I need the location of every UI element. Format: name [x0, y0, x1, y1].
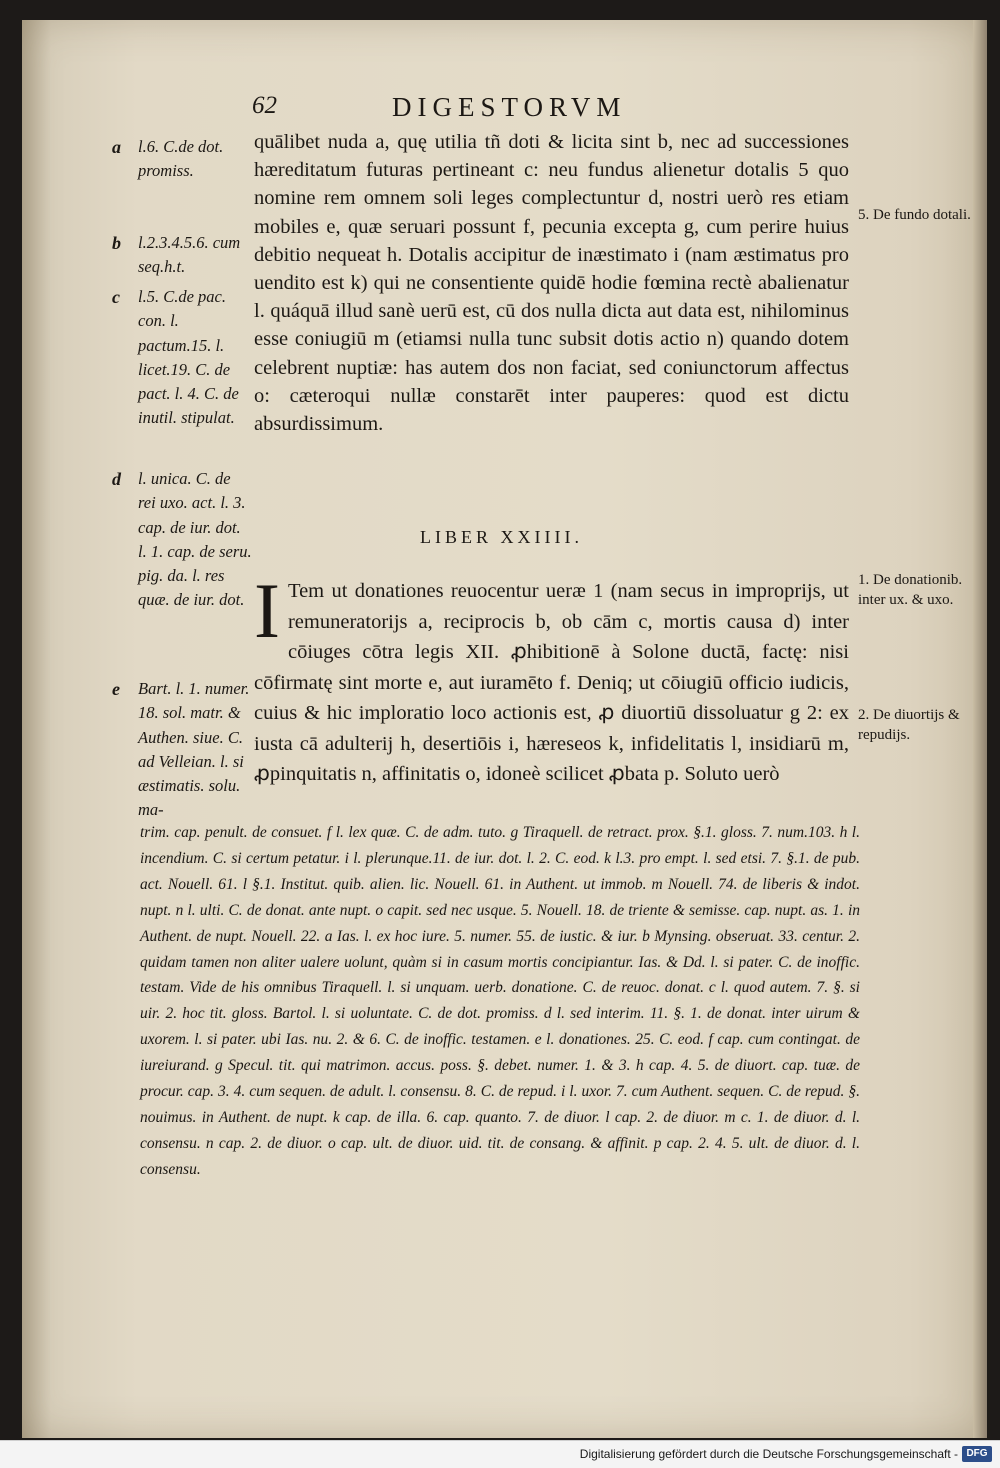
margin-note [112, 285, 252, 467]
margin-note [112, 231, 252, 285]
margin-note [112, 135, 252, 231]
note-mark: c [112, 287, 120, 307]
footnotes-block [140, 820, 860, 1183]
note-text: Bart. l. 1. numer. 18. sol. matr. & Authen. siue. C. ad Velleian. l. si æstimatis. solu. ma- [138, 679, 250, 820]
note-mark: d [112, 469, 121, 489]
page-number: 62 [252, 92, 277, 119]
note-text: l.5. C.de pac. con. l. pactum.15. l. licet.19. C. de pact. l. 4. C. de inutil. stipulat. [138, 287, 239, 428]
page-header [252, 92, 772, 132]
note-text: l. unica. C. de rei uxo. act. l. 3. cap. de iur. dot. l. 1. cap. de seru. pig. da. l. res quæ. de iur. dot. [138, 469, 252, 610]
right-margin-note-donationibus: 1. De donationib. inter ux. & uxo. [858, 572, 963, 608]
note-mark: a [112, 137, 121, 157]
funding-credit: Digitalisierung gefördert durch die Deutsche Forschungsgemeinschaft - [579, 1447, 958, 1461]
note-mark: e [112, 679, 120, 699]
running-head: DIGESTORVM [392, 92, 627, 122]
margin-note [112, 677, 252, 823]
main-text-block [254, 128, 849, 438]
note-text: l.6. C.de dot. promiss. [138, 137, 224, 181]
book-page [22, 20, 987, 1438]
footnotes-text: trim. cap. penult. de consuet. f l. lex quæ. C. de adm. tuto. g Tiraquell. de retract. prox. §.1. gloss. 7. num.103. h l. incendium. C. si certum petatur. i l. plerunque.11. de iur. dot. l. 2. C. eod. k l.3. pro empt. l. sed etsi. 7. §.1. de pub. act. Nouell. 61. l §.1. Institut. quib. alien. lic. Nouell. 61. in Authent. ut immob. m Nouell. 74. de liberis & indot. nupt. n l. ulti. C. de donat. ante nupt. o capit. sed nec usque. 5. Nouell. 18. de triente & semisse. cap. nupt. as. 1. in Authent. de nupt. Nouell. 22. a Ias. l. ex hoc iure. 5. numer. 55. de iustic. & iur. b Mynsing. obseruat. 33. centur. 2. quidam tamen non aliter ualere uolunt, quàm si in casum mortis concipiantur. Ias. & Dd. l. si pater. C. de inoffic. testam. Vide de his omnibus Tiraquell. l. si unquam. uerb. donatione. C. de reuoc. donat. c l. quod autem. 7. §. si uir. 2. hoc tit. gloss. Bartol. l. si uoluntate. C. de dot. promiss. d l. sed interim. 11. §. 1. de donat. inter uirum & uxorem. l. si pater. ubi Ias. nu. 2. & 6. C. de inoffic. testamen. e l. donationes. 25. C. eod. f cap. cum contingat. de iureiurand. g Specul. tit. qui matrimon. accus. poss. §. debet. numer. 1. & 3. h cap. 4. 5. de diuort. cap. tuæ. de procur. cap. 3. 4. cum sequen. de adult. l. consensu. 8. C. de repud. i l. uxor. 7. cum Authent. sequen. C. de repud. §. nouimus. in Authent. de nupt. k cap. de illa. 6. cap. quanto. 7. de diuor. l cap. 2. de diuor. m c. 1. de diuor. d. l. consensu. n cap. 2. de diuor. o cap. ult. de diuor. uid. tit. de consang. & affinit. p cap. 2. 4. 5. ult. de diuor. d. l. consensu. [140, 824, 860, 1178]
credit-bar [0, 1440, 1000, 1468]
dfg-logo: DFG [962, 1446, 992, 1462]
section-paragraph: Tem ut donationes reuocentur ueræ 1 (nam secus in improprijs, ut remuneratorijs a, reciprocis b, ob cām c, mortis causa d) inter cōiuges cōtra legis XII. ꝓhibitionē à Solone ductā, factę: nisi cōfirmatę sint morte e, aut iuramēto f. Deniq; ut cōiugiū officio iudicis, cuius & hic imploratio loco actionis est, ꝓ diuortiū dissoluatur g 2: ex iusta cā adulterij h, desertiōis i, hæreseos k, infidelitatis l, insidiarū m, ꝓpinquitatis n, affinitatis o, idoneè scilicet ꝓbata p. Soluto uerò [254, 580, 849, 785]
margin-note [112, 467, 252, 677]
note-text: l.2.3.4.5.6. cum seq.h.t. [138, 233, 241, 277]
left-margin-notes [112, 135, 252, 823]
note-mark: b [112, 233, 121, 253]
main-paragraph: quālibet nuda a, quę utilia tñ doti & licita sint b, nec ad successiones hæreditatum futuras pertineant c: neu fundus alienetur dotalis 5 quo nomine rem omnem soli leges complectuntur d, nostri uerò res etiam mobiles e, quæ seruari possunt f, pecunia excepta g, cum perire huius debitio nequeat h. Dotalis accipitur de inæstimato i (nam æstimatus pro uendito est k) qui ne consentiente quidē hodie fœmina rectè abalienatur l. quáquā illud sanè uerū est, cū dos nulla dicta aut data est, nihilominus esse coniugiū m (etiamsi nulla tunc subsit dotis actio n) quando dotem celebrent nuptiæ: has autem dos non faciat, sed coniunctorum affectus o: cæteroqui nullæ constarēt inter pauperes: quod est dictu absurdissimum. [254, 131, 849, 436]
right-margin-note-fundo: 5. De fundo dotali. [858, 207, 971, 223]
drop-initial: I [254, 567, 280, 654]
book-heading: LIBER XXIIII. [420, 527, 583, 547]
right-margin-note-diuortijs: 2. De diuortijs & repudijs. [858, 707, 960, 743]
section-text-block [254, 567, 849, 790]
